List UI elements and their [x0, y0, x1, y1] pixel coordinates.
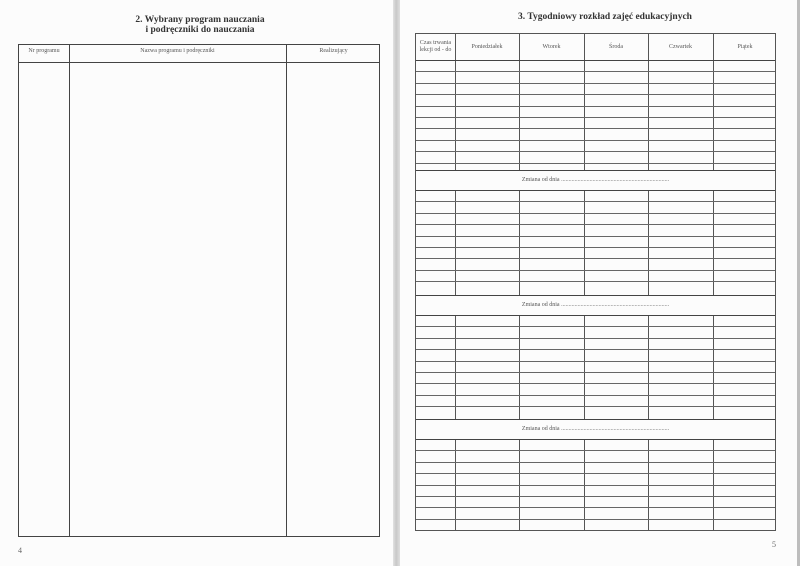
grid-row-line — [416, 406, 775, 407]
grid-row-line — [416, 106, 775, 107]
grid-column-line — [713, 34, 714, 170]
grid-row-line — [416, 281, 775, 282]
grid-column-line — [713, 190, 714, 295]
page-number-right: 5 — [772, 540, 776, 549]
grid-row-line — [416, 473, 775, 474]
schedule-change-label: Zmiana od dnia ........................................................................ — [521, 426, 670, 432]
grid-row-line — [416, 71, 775, 72]
grid-row-line — [416, 383, 775, 384]
header-thursday: Czwartek — [669, 43, 692, 50]
grid-row-line — [416, 190, 775, 191]
grid-row-line — [416, 128, 775, 129]
column-divider — [286, 45, 287, 536]
grid-row-line — [416, 258, 775, 259]
header-tuesday: Wtorek — [542, 43, 561, 50]
program-table — [18, 44, 380, 537]
grid-column-line — [584, 34, 585, 170]
grid-column-line — [455, 315, 456, 419]
grid-column-line — [519, 315, 520, 419]
right-page — [400, 0, 800, 566]
grid-row-line — [416, 60, 775, 61]
grid-column-line — [455, 34, 456, 170]
grid-row-line — [416, 295, 775, 296]
header-monday: Poniedziałek — [471, 43, 503, 50]
column-divider — [69, 45, 70, 536]
grid-row-line — [416, 419, 775, 420]
section-2-title — [70, 15, 330, 35]
header-divider — [19, 62, 379, 63]
grid-row-line — [416, 450, 775, 451]
grid-row-line — [416, 496, 775, 497]
grid-column-line — [648, 34, 649, 170]
grid-row-line — [416, 224, 775, 225]
grid-row-line — [416, 519, 775, 520]
grid-row-line — [416, 201, 775, 202]
grid-row-line — [416, 439, 775, 440]
header-friday: Piątek — [737, 43, 753, 50]
grid-column-line — [713, 315, 714, 419]
grid-row-line — [416, 315, 775, 316]
section-3-title: 3. Tygodniowy rozkład zajęć edukacyjnych — [518, 12, 692, 22]
book-gutter — [393, 0, 400, 566]
grid-row-line — [416, 507, 775, 508]
grid-row-line — [416, 236, 775, 237]
grid-row-line — [416, 349, 775, 350]
header-program-number: Nr programu — [28, 48, 60, 54]
grid-column-line — [584, 315, 585, 419]
section-2-title-line1: 2. Wybrany program nauczania — [135, 15, 265, 25]
grid-row-line — [416, 83, 775, 84]
grid-row-line — [416, 270, 775, 271]
grid-row-line — [416, 462, 775, 463]
section-2-title-line2: i podręczniki do nauczania — [145, 25, 255, 35]
grid-row-line — [416, 163, 775, 164]
grid-column-line — [648, 190, 649, 295]
grid-row-line — [416, 338, 775, 339]
weekly-schedule-grid — [415, 33, 776, 531]
grid-row-line — [416, 213, 775, 214]
header-wednesday: Środa — [609, 43, 623, 50]
grid-column-line — [584, 190, 585, 295]
grid-column-line — [455, 190, 456, 295]
grid-row-line — [416, 372, 775, 373]
grid-row-line — [416, 395, 775, 396]
grid-column-line — [648, 315, 649, 419]
page-number-left: 4 — [18, 546, 22, 555]
grid-row-line — [416, 94, 775, 95]
grid-row-line — [416, 361, 775, 362]
schedule-change-label: Zmiana od dnia ........................................................................ — [521, 302, 670, 308]
left-page — [0, 0, 393, 566]
grid-row-line — [416, 117, 775, 118]
header-program-name: Nazwa programu i podręczniki — [140, 48, 215, 54]
header-implementer: Realizujący — [319, 48, 348, 54]
grid-row-line — [416, 151, 775, 152]
header-lesson-time: Czas trwania lekcji od - do — [419, 40, 452, 53]
grid-row-line — [416, 247, 775, 248]
schedule-change-label: Zmiana od dnia ........................................................................ — [521, 177, 670, 183]
grid-column-line — [519, 190, 520, 295]
grid-row-line — [416, 140, 775, 141]
grid-row-line — [416, 485, 775, 486]
grid-column-line — [519, 34, 520, 170]
grid-row-line — [416, 326, 775, 327]
grid-row-line — [416, 170, 775, 171]
